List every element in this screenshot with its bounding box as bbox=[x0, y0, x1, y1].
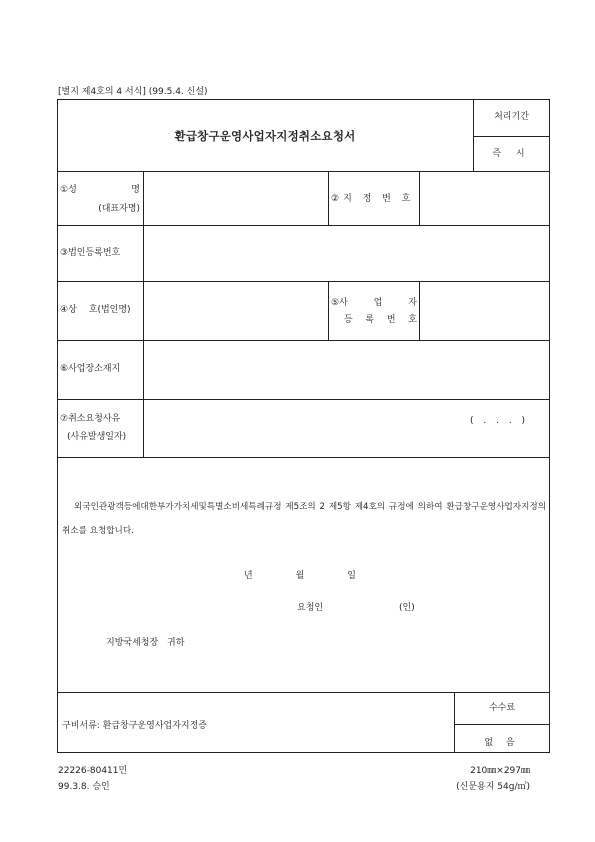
cancellation-reason-label: ⑦취소요청사유 bbox=[60, 414, 121, 424]
trade-name-field[interactable] bbox=[144, 282, 328, 340]
business-registration-label-line2: 등 록 번 호 bbox=[344, 315, 417, 325]
business-address-label: ⑥사업장소재지 bbox=[60, 364, 121, 374]
representative-name-label: (대표자명) bbox=[98, 204, 140, 214]
approval-date: 99.3.8. 승인 bbox=[58, 782, 110, 792]
processing-period-header: 처리기간 bbox=[494, 112, 529, 122]
name-label: ①성 명 bbox=[60, 185, 140, 195]
form-title: 환급창구운영사업자지정취소요청서 bbox=[174, 129, 356, 143]
applicant-label: 요청인 bbox=[297, 603, 324, 613]
designation-number-field[interactable] bbox=[420, 172, 549, 225]
designation-number-label: ②지 정 번 호 bbox=[331, 194, 415, 204]
name-field[interactable] bbox=[144, 172, 328, 225]
date-line: 년 월 일 bbox=[244, 571, 356, 581]
seal-mark: (인) bbox=[399, 603, 415, 613]
corporate-registration-field[interactable] bbox=[144, 226, 549, 281]
business-registration-label-line1: ⑤사 업 자 bbox=[331, 298, 417, 308]
paper-type: (신문용지 54g/㎡) bbox=[456, 782, 530, 792]
cancellation-reason-field[interactable] bbox=[144, 400, 444, 457]
business-address-field[interactable] bbox=[144, 341, 549, 399]
processing-period-value: 즉 시 bbox=[492, 149, 531, 159]
reason-date-label: (사유발생일자) bbox=[67, 432, 127, 442]
fee-header: 수수료 bbox=[488, 703, 516, 713]
form-number: 22226-80411민 bbox=[58, 766, 128, 776]
trade-name-label: ④상 호(법인명) bbox=[60, 305, 131, 315]
recipient: 지방국세청장 귀하 bbox=[106, 638, 185, 648]
form-tag: [별지 제4호의 4 서식] (99.5.4. 신설) bbox=[58, 87, 208, 97]
request-statement: 외국인관광객등에대한부가가치세및특별소비세특례규정 제5조의 2 제5항 제4호의 규정에 의하여 환급창구운영사업자지정의 취소를 요청합니다. bbox=[62, 502, 546, 536]
applicant-signature-field[interactable] bbox=[330, 598, 396, 616]
paper-size: 210㎜×297㎜ bbox=[470, 766, 530, 776]
corporate-registration-label: ③법인등록번호 bbox=[60, 248, 121, 258]
reason-date-field[interactable]: ( . . . ) bbox=[470, 416, 529, 426]
fee-value: 없 음 bbox=[484, 738, 520, 748]
required-documents: 구비서류: 환급창구운영사업자지정증 bbox=[62, 721, 207, 731]
business-registration-field[interactable] bbox=[420, 282, 549, 340]
